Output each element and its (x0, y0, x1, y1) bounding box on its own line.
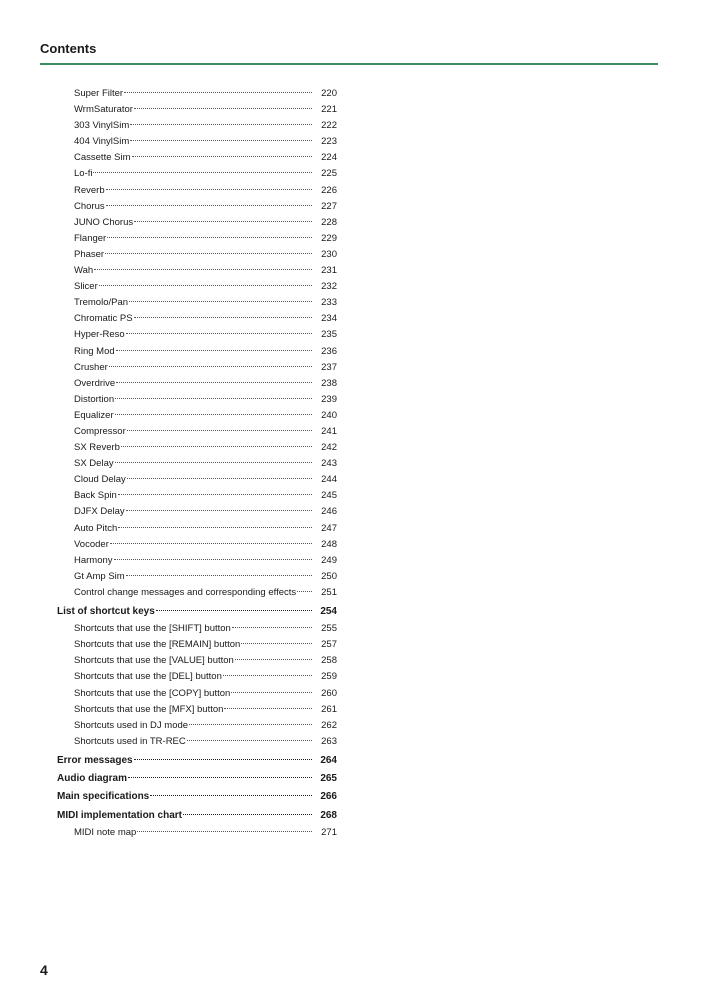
dot-leader (118, 494, 312, 495)
toc-entry-label: SX Reverb (74, 442, 120, 454)
toc-entry-page: 238 (321, 377, 337, 389)
dot-leader (115, 414, 312, 415)
toc-entry-label: Shortcuts that use the [COPY] button (74, 687, 231, 699)
dot-leader (134, 317, 312, 318)
toc-entry-page: 243 (321, 458, 337, 470)
toc-entry-label: Shortcuts that use the [MFX] button (74, 703, 224, 715)
dot-leader (116, 382, 312, 383)
toc-entry[interactable] (57, 183, 337, 199)
dot-leader (114, 559, 312, 560)
dot-leader (106, 205, 312, 206)
dot-leader (187, 740, 312, 741)
toc-entry[interactable] (57, 263, 337, 279)
toc-entry-page: 241 (321, 425, 337, 437)
toc-entry-page: 257 (321, 639, 337, 651)
toc-entry-label: Control change messages and corresponding effects (74, 586, 297, 598)
dot-leader (107, 237, 312, 238)
toc-entry[interactable] (57, 686, 337, 702)
toc-entry[interactable] (57, 669, 337, 685)
toc-entry-page: 250 (321, 570, 337, 582)
page-title: Contents (40, 41, 97, 56)
dot-leader (132, 156, 313, 157)
toc-entry[interactable] (57, 150, 337, 166)
toc-entry-label: Gt Amp Sim (74, 570, 125, 582)
toc-entry-label: JUNO Chorus (74, 216, 134, 228)
toc-entry[interactable] (57, 585, 337, 601)
dot-leader (224, 708, 312, 709)
table-of-contents (57, 86, 337, 841)
toc-entry-label: Flanger (74, 232, 107, 244)
dot-leader (223, 675, 312, 676)
toc-entry-page: 246 (321, 506, 337, 518)
toc-entry-page: 235 (321, 329, 337, 341)
toc-entry-label: Shortcuts that use the [DEL] button (74, 671, 222, 683)
dot-leader (130, 140, 312, 141)
toc-entry[interactable] (57, 231, 337, 247)
toc-entry-page: 236 (321, 345, 337, 357)
dot-leader (137, 831, 312, 832)
toc-entry-label: Equalizer (74, 409, 114, 421)
toc-entry-page: 268 (320, 809, 337, 821)
header-divider (40, 63, 658, 65)
toc-entry-page: 249 (321, 554, 337, 566)
toc-entry[interactable] (57, 408, 337, 424)
toc-entry-page: 234 (321, 313, 337, 325)
toc-entry-page: 259 (321, 671, 337, 683)
dot-leader (189, 724, 312, 725)
contents-header (40, 40, 658, 65)
toc-entry-label: Shortcuts that use the [REMAIN] button (74, 639, 241, 651)
dot-leader (94, 269, 312, 270)
dot-leader (126, 510, 312, 511)
toc-entry-page: 229 (321, 232, 337, 244)
toc-entry-page: 240 (321, 409, 337, 421)
toc-entry-page: 263 (321, 735, 337, 747)
toc-entry[interactable] (57, 86, 337, 102)
toc-entry[interactable] (57, 440, 337, 456)
toc-entry-page: 266 (320, 791, 337, 803)
toc-entry-page: 255 (321, 623, 337, 635)
dot-leader (109, 366, 312, 367)
toc-entry[interactable] (57, 621, 337, 637)
toc-section-entry[interactable] (57, 807, 337, 825)
dot-leader (150, 795, 312, 796)
toc-entry[interactable] (57, 521, 337, 537)
dot-leader (130, 124, 312, 125)
toc-entry-label: 303 VinylSim (74, 120, 130, 132)
dot-leader (183, 814, 312, 815)
toc-entry-label: Slicer (74, 281, 98, 293)
dot-leader (110, 543, 312, 544)
dot-leader (99, 285, 312, 286)
toc-entry-page: 226 (321, 184, 337, 196)
toc-section-entry[interactable] (57, 752, 337, 770)
toc-entry[interactable] (57, 569, 337, 585)
toc-entry-label: Shortcuts used in DJ mode (74, 719, 189, 731)
toc-entry-page: 237 (321, 361, 337, 373)
dot-leader (127, 430, 312, 431)
toc-entry-page: 247 (321, 522, 337, 534)
toc-entry[interactable] (57, 295, 337, 311)
toc-entry[interactable] (57, 327, 337, 343)
toc-entry[interactable] (57, 653, 337, 669)
toc-entry[interactable] (57, 718, 337, 734)
toc-entry-page: 242 (321, 442, 337, 454)
toc-entry-label: Chromatic PS (74, 313, 133, 325)
toc-entry[interactable] (57, 537, 337, 553)
toc-entry-label: Ring Mod (74, 345, 115, 357)
toc-entry-page: 254 (320, 606, 337, 617)
toc-entry[interactable] (57, 166, 337, 182)
toc-entry-page: 221 (321, 104, 337, 116)
toc-entry-label: Distortion (74, 393, 115, 405)
toc-entry[interactable] (57, 472, 337, 488)
toc-entry-label: Hyper-Reso (74, 329, 125, 341)
toc-entry-label: Back Spin (74, 490, 117, 502)
dot-leader (235, 659, 312, 660)
toc-entry-page: 261 (321, 703, 337, 715)
toc-entry-label: Super Filter (74, 88, 124, 99)
dot-leader (134, 759, 312, 760)
dot-leader (297, 591, 312, 592)
toc-entry-label: Shortcuts that use the [VALUE] button (74, 655, 234, 667)
toc-entry[interactable] (57, 102, 337, 118)
toc-entry[interactable] (57, 247, 337, 263)
toc-entry[interactable] (57, 118, 337, 134)
dot-leader (93, 172, 312, 173)
dot-leader (134, 108, 312, 109)
toc-section-entry[interactable] (57, 603, 337, 621)
toc-entry[interactable] (57, 456, 337, 472)
toc-entry-page: 230 (321, 248, 337, 260)
toc-entry[interactable] (57, 199, 337, 215)
toc-entry-label: SX Delay (74, 458, 114, 470)
toc-entry-label: WrmSaturator (74, 104, 133, 116)
toc-entry[interactable] (57, 424, 337, 440)
toc-entry[interactable] (57, 134, 337, 150)
dot-leader (105, 253, 312, 254)
toc-entry[interactable] (57, 504, 337, 520)
page-number: 4 (40, 962, 48, 978)
toc-entry-page: 264 (320, 754, 337, 766)
toc-entry-label: Lo-fi (74, 168, 93, 180)
toc-section-entry[interactable] (57, 788, 337, 806)
dot-leader (134, 221, 312, 222)
toc-entry-label: Shortcuts used in TR-REC (74, 735, 186, 747)
toc-entry-label: MIDI implementation chart (57, 809, 183, 821)
toc-entry-page: 222 (321, 120, 337, 132)
toc-entry-page: 245 (321, 490, 337, 502)
toc-entry-page: 225 (321, 168, 337, 180)
toc-entry[interactable] (57, 279, 337, 295)
toc-entry[interactable] (57, 488, 337, 504)
toc-entry[interactable] (57, 215, 337, 231)
toc-entry[interactable] (57, 344, 337, 360)
toc-entry-page: 244 (321, 474, 337, 486)
toc-entry-page: 260 (321, 687, 337, 699)
dot-leader (126, 575, 312, 576)
dot-leader (232, 627, 312, 628)
toc-entry-label: 404 VinylSim (74, 136, 130, 148)
toc-entry[interactable] (57, 376, 337, 392)
dot-leader (124, 92, 312, 93)
toc-entry-page: 231 (321, 265, 337, 277)
toc-entry-page: 223 (321, 136, 337, 148)
dot-leader (126, 333, 312, 334)
toc-entry[interactable] (57, 637, 337, 653)
toc-entry[interactable] (57, 702, 337, 718)
toc-entry-label: Reverb (74, 184, 105, 196)
toc-entry-label: Auto Pitch (74, 522, 118, 534)
dot-leader (106, 189, 312, 190)
toc-entry-label: Wah (74, 265, 94, 277)
dot-leader (129, 301, 312, 302)
toc-entry-label: Tremolo/Pan (74, 297, 129, 309)
dot-leader (115, 462, 312, 463)
toc-entry-label: MIDI note map (74, 826, 137, 838)
toc-entry-label: Shortcuts that use the [SHIFT] button (74, 623, 231, 635)
dot-leader (118, 527, 312, 528)
toc-entry-label: Chorus (74, 200, 105, 212)
dot-leader (116, 350, 312, 351)
toc-entry-page: 258 (321, 655, 337, 667)
toc-entry-page: 265 (320, 773, 337, 785)
toc-entry-label: Phaser (74, 248, 105, 260)
toc-entry-page: 233 (321, 297, 337, 309)
dot-leader (241, 643, 312, 644)
toc-entry-page: 251 (321, 586, 337, 598)
toc-entry-label: Compressor (74, 425, 126, 437)
toc-entry-label: List of shortcut keys (57, 606, 155, 617)
dot-leader (231, 692, 312, 693)
toc-entry-page: 232 (321, 281, 337, 293)
dot-leader (127, 478, 312, 479)
toc-entry[interactable] (57, 392, 337, 408)
toc-entry-page: 220 (321, 88, 337, 99)
toc-entry-label: Main specifications (57, 791, 150, 803)
toc-entry[interactable] (57, 553, 337, 569)
toc-entry-label: Cassette Sim (74, 152, 131, 164)
toc-entry-page: 228 (321, 216, 337, 228)
toc-entry-page: 227 (321, 200, 337, 212)
dot-leader (115, 398, 312, 399)
toc-section-entry[interactable] (57, 770, 337, 788)
toc-entry-label: Crusher (74, 361, 108, 373)
toc-entry-label: Cloud Delay (74, 474, 126, 486)
toc-entry-page: 248 (321, 538, 337, 550)
toc-entry[interactable] (57, 734, 337, 750)
toc-entry[interactable] (57, 311, 337, 327)
dot-leader (156, 610, 312, 611)
toc-entry[interactable] (57, 825, 337, 841)
toc-entry[interactable] (57, 360, 337, 376)
toc-entry-page: 271 (321, 826, 337, 838)
toc-entry-label: Audio diagram (57, 773, 128, 785)
toc-entry-page: 239 (321, 393, 337, 405)
toc-entry-label: Overdrive (74, 377, 116, 389)
toc-entry-page: 224 (321, 152, 337, 164)
dot-leader (121, 446, 312, 447)
toc-entry-label: Vocoder (74, 538, 109, 550)
toc-entry-page: 262 (321, 719, 337, 731)
dot-leader (128, 777, 312, 778)
toc-entry-label: DJFX Delay (74, 506, 125, 518)
toc-entry-label: Error messages (57, 754, 133, 766)
toc-entry-label: Harmony (74, 554, 113, 566)
